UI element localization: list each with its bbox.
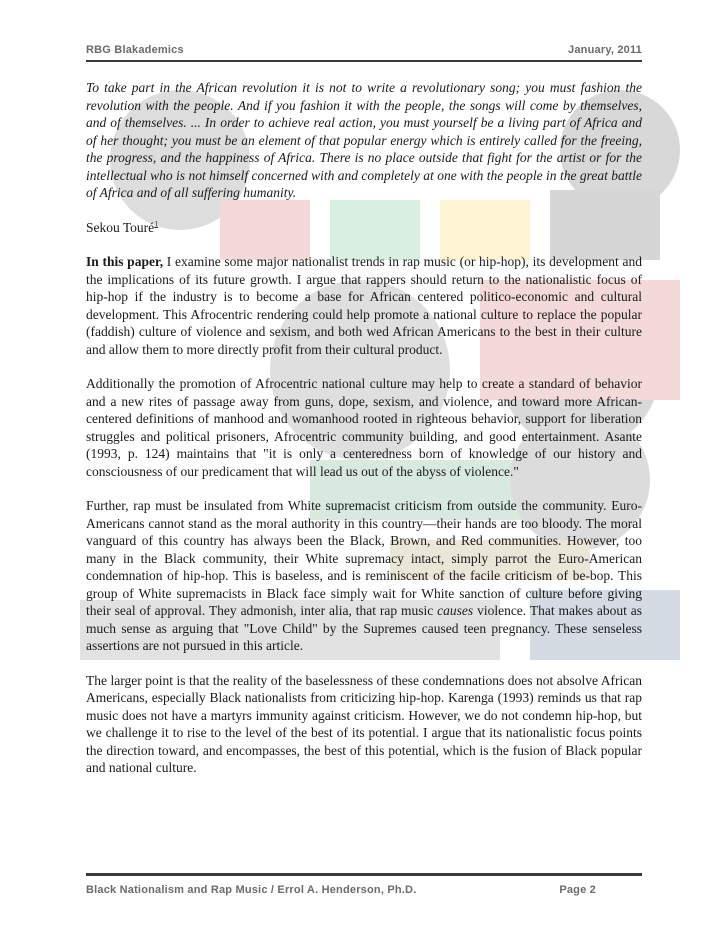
paragraph-1-lead: In this paper, — [86, 254, 164, 269]
page-number: Page 2 — [559, 884, 596, 896]
footnote-reference-link[interactable]: 1 — [154, 219, 159, 228]
header-date: January, 2011 — [568, 44, 642, 56]
page-header — [86, 40, 642, 56]
footer-title: Black Nationalism and Rap Music / Errol A. Henderson, Ph.D. — [86, 884, 417, 896]
paragraph-3-text-b: violence. That makes about as much sense as arguing that "Love Child" by the Supremes caused teen pregnancy. These senseless assertions are not pursued in this article. — [86, 603, 642, 653]
page-body — [86, 79, 642, 794]
attribution-name: Sekou Touré — [86, 219, 155, 235]
footer-rule — [86, 873, 642, 876]
header-left-text: RBG Blakademics — [86, 44, 184, 56]
paragraph-3 — [86, 497, 642, 655]
paragraph-3-text-a: Further, rap must be insulated from White supremacist criticism from outside the community. Euro-Americans cannot stand as the moral authority in this country—their hands are too bloody. The moral vanguard of this country has always been the Black, Brown, and Red communities. However, too many in the Black community, their White supremacy intact, simply parrot the Euro-American condemnation of hip-hop. This is baseless, and is reminiscent of the facile criticism of be-bop. This group of White supremacists in Black face simply wait for White sanction of culture before giving their seal of approval. They admonish, inter alia, that rap music — [86, 498, 642, 618]
page-footer — [86, 880, 642, 896]
epigraph-quote: To take part in the African revolution it is not to write a revolutionary song; you must fashion the revolution with the people. And if you fashion it with the people, the songs will come by themselves, and of themselves. ... In order to achieve real action, you must yourself be a living part of Africa and of her thought; you must be an element of that popular energy which is entirely called for the freeing, the progress, and the happiness of Africa. There is no place outside that fight for the artist or for the intellectual who is not himself concerned with and completely at one with the people in the great battle of Africa and of all suffering humanity. — [86, 80, 642, 200]
paragraph-2: Additionally the promotion of Afrocentric national culture may help to create a standard of behavior and a new rites of passage away from guns, dope, sexism, and violence, and toward more African-centered definitions of manhood and womanhood rooted in righteous behavior, support for liberation struggles and political prisoners, Afrocentric community building, and good entertainment. Asante (1993, p. 124) maintains that "it is only a centeredness born of knowledge of our history and consciousness of our predicament that will lead us out of the abyss of violence." — [86, 376, 642, 479]
paragraph-3-emphasis: causes — [437, 603, 474, 618]
epigraph-attribution — [86, 219, 642, 237]
paragraph-1-text: I examine some major nationalist trends in rap music (or hip-hop), its development and the implications of its future growth. I argue that rappers should return to the nationalistic focus of hip-hop if the industry is to become a base for African centered politico-economic and cultural development. This Afrocentric rendering could help promote a national culture to replace the popular (faddish) culture of violence and sexism, and both wed African Americans to the best in their culture and allow them to more directly profit from their cultural product. — [86, 254, 643, 357]
paragraph-1 — [86, 253, 642, 358]
paragraph-4: The larger point is that the reality of the baselessness of these condemnations does not absolve African Americans, especially Black nationalists from criticizing hip-hop. Karenga (1993) reminds us that rap music does not have a martyrs immunity against criticism. However, we do not condemn hip-hop, but we challenge it to rise to the level of the best of its potential. I argue that its nationalistic focus points the direction toward, and encompasses, the best of this potential, which is the fusion of Black popular and national culture. — [86, 672, 642, 775]
header-rule — [86, 60, 642, 62]
